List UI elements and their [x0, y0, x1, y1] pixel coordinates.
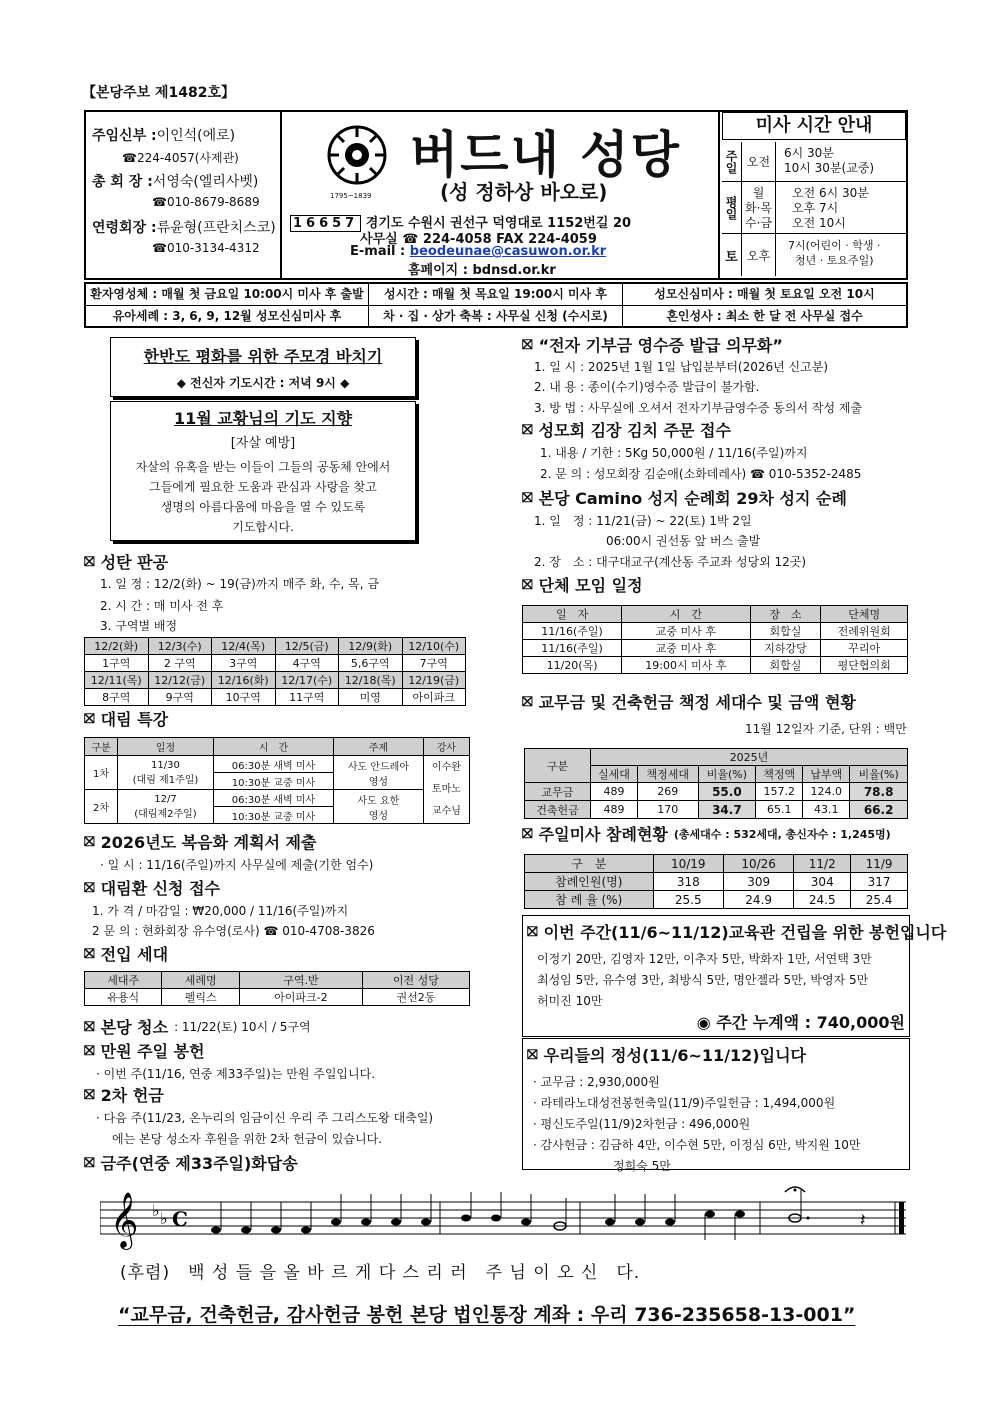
- wreath-line: 1. 가 격 / 마감일 : ₩20,000 / 11/16(주일)까지: [92, 904, 349, 918]
- mass-schedule: 미사 시간 안내 주일 오전 6시 30분 10시 30분(교중) 평일 월 화·목 수·금 오전 6시 30분 오후 7시 오전 10시 토 오후 7시(어린이 · 학생 · 청년 · 토요주일): [722, 112, 906, 278]
- section-dues: ⛝ 교무금 및 건축헌금 책정 세대수 및 금액 현황: [522, 693, 856, 712]
- section-advent: ⛝ 성탄 판공: [84, 553, 169, 572]
- camino-line: 2. 장 소 : 대구대교구(계산동 주교좌 성당외 12곳): [534, 555, 807, 569]
- section-bullet-icon: ⛝: [527, 923, 538, 940]
- svg-text:C: C: [172, 1207, 188, 1231]
- offering-total: ◉ 주간 누계액 : 740,000원: [696, 1013, 905, 1032]
- svg-text:♭: ♭: [152, 1201, 160, 1220]
- manwon-line: · 이번 주(11/16, 연중 제33주일)는 만원 주일입니다.: [96, 1067, 376, 1081]
- advent-line: 1. 일 정 : 12/2(화) ~ 19(금)까지 매주 화, 수, 목, 금: [100, 577, 379, 591]
- peace-prayer-box: 한반도 평화를 위한 주모경 바치기 ◆ 전신자 기도시간 : 저녁 9시 ◆: [110, 337, 416, 397]
- section-second: ⛝ 2차 헌금: [84, 1086, 164, 1105]
- mass-title: 미사 시간 안내: [722, 112, 906, 140]
- staff-list: 주임신부 :이인석(에로) ☎224-4057(사제관) 총 회 장 :서영숙(엘리사벳) ☎010-8679-8689 연령회장 :류윤형(프란치스코) ☎010-3134-4312: [92, 128, 276, 255]
- logo-year: 1795~1839: [330, 192, 372, 200]
- attend-table: 구 분 10/19 10/26 11/2 11/9 참례인원(명) 318 309 304 317 참 례 율 (%) 25.5 24.9 24.5 25.4: [524, 854, 908, 909]
- section-attend: ⛝ 주일미사 참례현황 (총세대수 : 532세대, 총신자수 : 1,245명): [522, 825, 891, 844]
- section-camino: ⛝ 본당 Camino 성지 순례회 29차 성지 순례: [522, 489, 847, 508]
- devotion-box: ⛝ 우리들의 정성(11/6~11/12)입니다 · 교무금 : 2,930,000원 · 라테라노대성전봉헌축일(11/9)주일헌금 : 1,494,000원 · 평신도주일(11/9)2차헌금 : 496,000원 · 감사헌금 : 김금하 4만, 이수현 5만, 이정심 6만, 박지원 10만 정희숙 5만: [522, 1038, 910, 1170]
- section-manwon: ⛝ 만원 주일 봉헌: [84, 1042, 205, 1061]
- kimchi-line: 1. 내용 / 기한 : 5Kg 50,000원 / 11/16(주일)까지: [540, 446, 808, 460]
- section-bullet-icon: ⛝: [84, 553, 95, 570]
- email-line: E-mail : beodeunae@casuwon.or.kr: [350, 244, 607, 259]
- church-name: 버드내 성당: [410, 126, 681, 184]
- section-bullet-icon: ⛝: [84, 710, 95, 727]
- section-bullet-icon: ⛝: [522, 489, 533, 506]
- section-psalm: ⛝ 금주(연중 제33주일)화답송: [84, 1154, 298, 1173]
- section-bullet-icon: ⛝: [527, 1046, 538, 1063]
- homepage[interactable]: 홈페이지 : bdnsd.or.kr: [408, 263, 556, 278]
- section-kimchi: ⛝ 성모회 김장 김치 주문 접수: [522, 421, 731, 440]
- church-logo: [322, 122, 392, 192]
- section-plan: ⛝ 2026년도 복음화 계획서 제출: [84, 833, 317, 852]
- section-bullet-icon: ⛝: [84, 833, 95, 850]
- movein-table: 세대주 세례명 구역.반 이전 성당 유용식 펠릭스 아이파크-2 권선2동: [84, 971, 470, 1006]
- email-link[interactable]: beodeunae@casuwon.or.kr: [409, 244, 607, 259]
- psalm-lyric: (후렴) 백 성 들 을 올 바 르 게 다 스 리 러 주 님 이 오 신 다.: [120, 1263, 641, 1283]
- lecture-table: 구분 일정 시 간 주제 강사 1차 11/30 (대림 제1주일) 06:30분 새벽 미사 사도 안드레아 영성 이수완 토마노 교수님 10:30분 교중 미사 2차 12/7 (대림제2주일) 06:30분 새벽 미사 사도 요한 영성 10:30분 교중 미사: [84, 737, 470, 824]
- receipt-line: 1. 일 시 : 2025년 1월 1일 납입분부터(2026년 신고분): [534, 360, 829, 374]
- section-bullet-icon: ⛝: [522, 825, 533, 842]
- section-bullet-icon: ⛝: [84, 1154, 95, 1171]
- groups-table: 일 자 시 간 장 소 단체명 11/16(주일) 교중 미사 후 회합실 전례위원회 11/16(주일) 교중 미사 후 지하강당 꾸리아 11/20(목) 19:00시 미사 후 회합실 평단협의회: [522, 605, 908, 674]
- section-wreath: ⛝ 대림환 신청 접수: [84, 879, 220, 898]
- advent-line: 3. 구역별 배정: [100, 619, 178, 633]
- svg-text:𝄞: 𝄞: [110, 1192, 139, 1248]
- receipt-line: 3. 방 법 : 사무실에 오셔서 전자기부금영수증 동의서 작성 제출: [534, 401, 863, 415]
- section-bullet-icon: ⛝: [522, 421, 533, 438]
- camino-line: 1. 일 정 : 11/21(금) ~ 22(토) 1박 2일: [534, 514, 752, 528]
- dues-table: 구분 2025년 실세대 책정세대 비율(%) 책정액 납부액 비율(%) 교무금 489 269 55.0 157.2 124.0 78.8 건축헌금 489 170 34.7 65.1 43.1 66.2: [524, 748, 908, 819]
- offering-box: ⛝ 이번 주간(11/6~11/12)교육관 건립을 위한 봉헌입니다 이정기 20만, 김영자 12만, 이추자 5만, 박화자 1만, 서연택 3만 최성임 5만, 유수영 3만, 최방식 5만, 명안젤라 5만, 박영자 5만 허미진 10만 ◉ 주간 누계액 : 740,000원: [522, 915, 910, 1037]
- section-lecture: ⛝ 대림 특강: [84, 710, 169, 729]
- advent-table: 12/2(화) 12/3(수) 12/4(목) 12/5(금) 12/9(화) 12/10(수) 1구역 2 구역 3구역 4구역 5,6구역 7구역 12/11(목) 12/12(금) 12/16(화) 12/17(수) 12/18(목) 12/19(금) 8구역 9구역 10구역 11구역 미영 아이파크: [84, 637, 466, 706]
- section-groups: ⛝ 단체 모임 일정: [522, 576, 643, 595]
- section-bullet-icon: ⛝: [84, 945, 95, 962]
- section-receipt: ⛝ “전자 기부금 영수증 발급 의무화”: [522, 336, 783, 355]
- second-line: 에는 본당 성소자 후원을 위한 2차 헌금이 있습니다.: [112, 1132, 382, 1146]
- section-movein: ⛝ 전입 세대: [84, 945, 169, 964]
- advent-line: 2. 시 간 : 매 미사 전 후: [100, 599, 224, 613]
- section-bullet-icon: ⛝: [84, 1042, 95, 1059]
- plan-line: · 일 시 : 11/16(주일)까지 사무실에 제출(기한 엄수): [100, 858, 374, 872]
- section-bullet-icon: ⛝: [522, 576, 533, 593]
- section-cleaning: ⛝ 본당 청소 : 11/22(토) 10시 / 5구역: [84, 1018, 311, 1037]
- footer-account: “교무금, 건축헌금, 감사헌금 봉헌 본당 법인통장 계좌 : 우리 736-235658-13-001”: [118, 1304, 856, 1326]
- dues-note: 11월 12일자 기준, 단위 : 백만: [745, 722, 907, 736]
- receipt-line: 2. 내 용 : 종이(수기)영수증 발급이 불가함.: [534, 380, 760, 394]
- wreath-line: 2 문 의 : 현화회장 유수영(로사) ☎ 010-4708-3826: [92, 924, 375, 938]
- issue-label: 【본당주보 제1482호】: [82, 85, 235, 101]
- music-score: [100, 1180, 910, 1260]
- kimchi-line: 2. 문 의 : 성모회장 김순애(소화데레사) ☎ 010-5352-2485: [540, 467, 862, 481]
- pope-intention-box: 11월 교황님의 기도 지향 [자살 예방] 자살의 유혹을 받는 이들이 그들의 공동체 안에서 그들에게 필요한 도움과 관심과 사랑을 찾고 생명의 아름다움에 마음을 열 수 있도록 기도합시다.: [110, 401, 416, 541]
- section-bullet-icon: ⛝: [84, 1086, 95, 1103]
- svg-text:♭: ♭: [160, 1209, 168, 1228]
- section-bullet-icon: ⛝: [84, 879, 95, 896]
- svg-text:𝄽: 𝄽: [860, 1210, 866, 1231]
- section-bullet-icon: ⛝: [84, 1018, 95, 1035]
- office-phone: 사무실 ☎ 224-4058 FAX 224-4059: [360, 232, 597, 247]
- address: 16657 경기도 수원시 권선구 덕영대로 1152번길 20: [290, 212, 631, 231]
- section-bullet-icon: ⛝: [522, 693, 533, 710]
- second-line: · 다음 주(11/23, 온누리의 임금이신 우리 주 그리스도왕 대축일): [96, 1111, 434, 1125]
- patron: (성 정하상 바오로): [440, 180, 608, 204]
- section-bullet-icon: ⛝: [522, 336, 533, 353]
- camino-line: 06:00시 권선동 앞 버스 출발: [606, 534, 761, 548]
- info-rows: 환자영성체 : 매월 첫 금요일 10:00시 미사 후 출발 성시간 : 매월 첫 목요일 19:00시 미사 후 성모신심미사 : 매월 첫 토요일 오전 10시 유아세례 : 3, 6, 9, 12월 성모신심미사 후 차 · 집 · 상가 축복 : 사무실 신청 (수시로) 혼인성사 : 최소 한 달 전 사무실 접수: [84, 282, 908, 328]
